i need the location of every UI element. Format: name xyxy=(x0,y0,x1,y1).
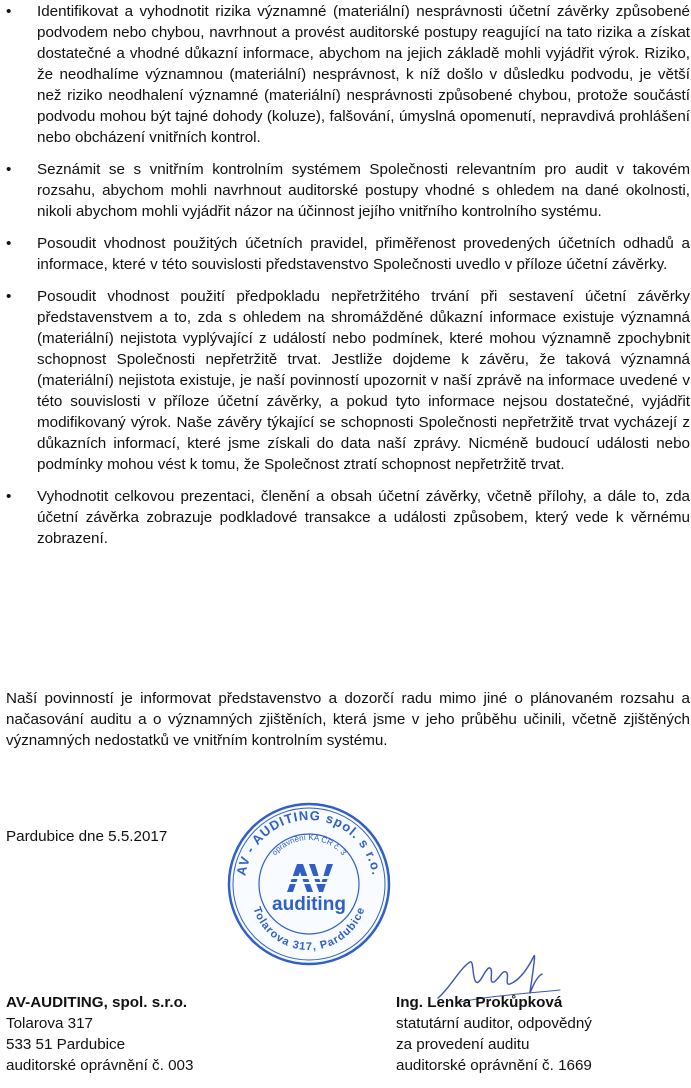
auditor-name: Ing. Lenka Prokůpková xyxy=(396,994,563,1011)
bullet-icon: • xyxy=(6,488,12,505)
firm-name: AV-AUDITING, spol. s.r.o. xyxy=(6,994,188,1011)
place-date: Pardubice dne 5.5.2017 xyxy=(6,828,168,845)
bullet-text: Identifikovat a vyhodnotit rizika významné (materiální) nesprávnosti účetní závěrky způsobené podvodem nebo chybou, navrhnout a provést auditorské postupy reagující na tato rizika a získat dostatečné a vhodné důkazní informace, abychom na jejich základě mohli vyjádřit výrok. Riziko, že neodhalíme významnou (materiální) nesprávnost, k níž došlo v důsledku podvodu, je větší než riziko neodhalení významné (materiální) nesprávnosti způsobené chybou, protože součástí podvodu mohou být tajné dohody (koluze), falšování, úmyslná opomenutí, nepravdivá prohlášení nebo obcházení vnitřních kontrol. xyxy=(37,3,690,146)
list-item xyxy=(6,286,690,475)
stamp-logo-text: auditing xyxy=(272,894,346,915)
bullet-text: Posoudit vhodnost použitých účetních pravidel, přiměřenost provedených účetních odhadů a informace, které v této souvislosti představenstvo Společnosti uvedlo v příloze účetní závěrky. xyxy=(37,235,690,273)
bullet-icon: • xyxy=(6,288,12,305)
bullet-icon: • xyxy=(6,3,12,20)
bullet-icon: • xyxy=(6,235,12,252)
firm-signatory xyxy=(6,992,193,1076)
bullet-icon: • xyxy=(6,161,12,178)
bullet-text: Posoudit vhodnost použití předpokladu nepřetržitého trvání při sestavení účetní závěrky představenstvem a to, zda s ohledem na shromážděné důkazní informace existuje významná (materiální) nejistota vyplývající z událostí nebo podmínek, které mohou významně zpochybnit schopnost Společnosti nepřetržitě trvat. Jestliže dojdeme k závěru, že taková významná (materiální) nejistota existuje, je naší povinností upozornit v naší zprávě na informace uvedené v této souvislosti v příloze účetní závěrky, a pokud tyto informace nejsou dostatečné, vyjádřit modifikovaný výrok. Naše závěry týkající se schopnosti Společnosti nepřetržitě trvat vycházejí z důkazních informací, které jsme získali do data naší zprávy. Nicméně budoucí události nebo podmínky mohou vést k tomu, že Společnost ztratí schopnost nepřetržitě trvat. xyxy=(37,288,690,473)
auditor-role-line1: statutární auditor, odpovědný xyxy=(396,1015,592,1032)
procedures-list xyxy=(6,1,690,560)
bullet-text: Seznámit se s vnitřním kontrolním systémem Společnosti relevantním pro audit v takovém rozsahu, abychom mohli navrhnout auditorské postupy vhodné s ohledem na dané okolnosti, nikoli abychom mohli vyjádřit názor na účinnost jejího vnitřního kontrolního systému. xyxy=(37,161,690,220)
list-item xyxy=(6,1,690,148)
auditing-stamp-icon xyxy=(225,800,393,968)
firm-street: Tolarova 317 xyxy=(6,1015,93,1032)
stamp-outer-text: AV - AUDITING spol. s r.o. xyxy=(233,807,385,877)
firm-city: 533 51 Pardubice xyxy=(6,1036,126,1053)
list-item xyxy=(6,486,690,549)
firm-license: auditorské oprávnění č. 003 xyxy=(6,1057,194,1074)
auditor-signatory xyxy=(396,992,592,1076)
auditor-role-line2: za provedení auditu xyxy=(396,1036,530,1053)
auditor-license: auditorské oprávnění č. 1669 xyxy=(396,1057,592,1074)
communication-paragraph: Naší povinností je informovat představenstvo a dozorčí radu mimo jiné o plánovaném rozsahu a načasování auditu a o významných zjištěních, která jsme v jeho průběhu učinili, včetně zjištěných významných nedostatků ve vnitřním kontrolním systému. xyxy=(6,690,690,749)
stamp-inner-text: oprávnění KA ČR č. 3 xyxy=(269,832,349,858)
list-item xyxy=(6,233,690,275)
stamp-bottom-text: Tolarova 317, Pardubice xyxy=(250,905,368,954)
list-item xyxy=(6,159,690,222)
bullet-text: Vyhodnotit celkovou prezentaci, členění a obsah účetní závěrky, včetně přílohy, a dále to, zda účetní závěrka zobrazuje podkladové transakce a události způsobem, který vede k věrnému zobrazení. xyxy=(37,488,690,547)
